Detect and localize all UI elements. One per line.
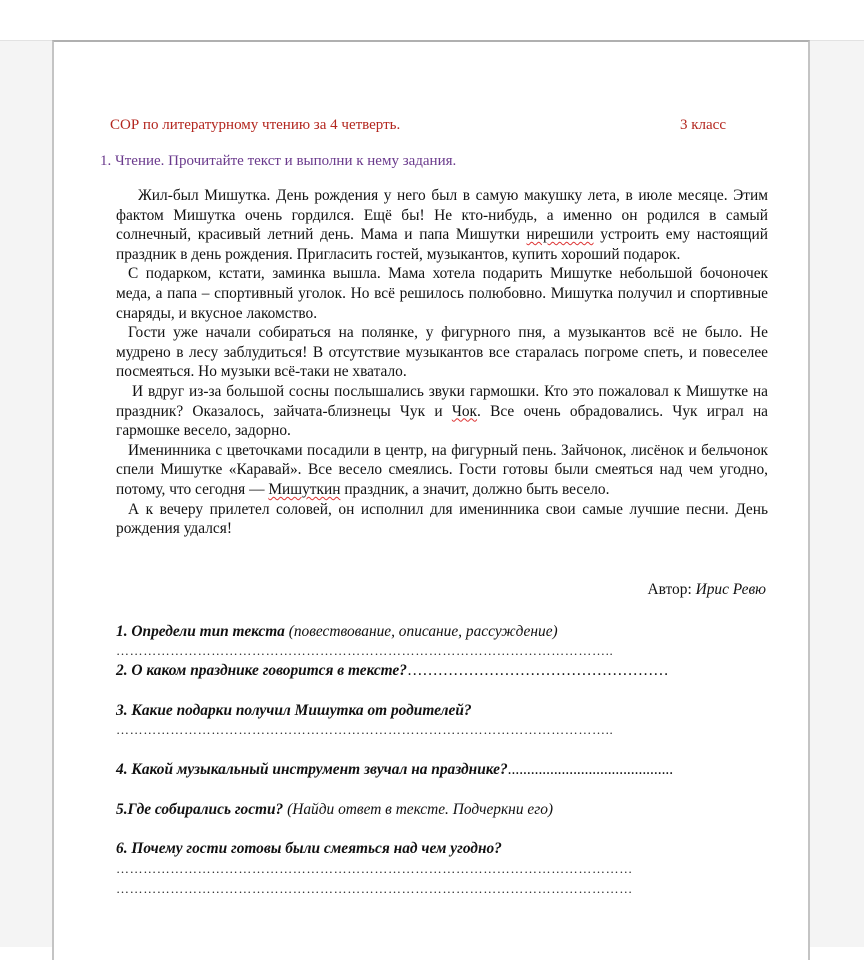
story-author	[648, 581, 766, 599]
question-number: 2.	[116, 662, 128, 679]
story-paragraph	[116, 382, 768, 441]
text-run: Жил-был Мишутка. День рождения у него был в самую макушку лета, в июле месяце. Этим фактом Мишутка очень гордился. Ещё бы! Не кто-нибудь, а именно он родился в самый солнечный, красивый летний день. Мама и папа Мишутки	[116, 187, 768, 244]
spelling-error-word[interactable]: нирешили	[526, 226, 594, 244]
header-grade: 3 класс	[680, 117, 726, 133]
question-number: 4.	[116, 761, 128, 778]
question-number: 3.	[116, 702, 128, 719]
story-paragraph	[116, 186, 768, 264]
question-text: Какой музыкальный инструмент звучал на празднике?	[131, 761, 508, 778]
author-label: Автор:	[647, 581, 692, 598]
inline-answer-line[interactable]: ……………………………………………	[406, 662, 669, 679]
answer-line[interactable]: ………………………………………………………………………………………………..	[116, 643, 614, 658]
question-text: Определи тип текста	[131, 623, 285, 640]
header-title: СОР по литературному чтению за 4 четверть.	[110, 117, 401, 133]
question-text: Какие подарки получил Мишутка от родителей?	[131, 702, 472, 719]
question-text: Где собирались гости?	[127, 801, 284, 818]
story-paragraph: А к вечеру прилетел соловей, он исполнил для именинника свои самые лучшие песни. День рождения удался!	[116, 500, 768, 538]
story-paragraph: С подарком, кстати, заминка вышла. Мама хотела подарить Мишутке небольшой бочоночек меда, а папа – спортивный уголок. Но всё решилось полюбовно. Мишутка получил и спортивные снаряды, и вкусное лакомство.	[116, 265, 768, 322]
story-paragraph	[116, 441, 768, 500]
answer-line[interactable]: ……………………………………………………………………………………………………	[116, 881, 633, 896]
question-text: Почему гости готовы были смеяться над чем угодно?	[131, 840, 502, 857]
question-5	[116, 800, 553, 819]
spelling-error-word[interactable]: Чок	[451, 402, 478, 420]
inline-answer-line[interactable]: ...........................................	[507, 761, 674, 778]
question-hint: (повествование, описание, рассуждение)	[288, 623, 558, 640]
text-run: . Все очень обрадовались. Чук играл на гармошке весело, задорно.	[116, 402, 769, 440]
text-run: устроить ему настоящий праздник в день рождения. Пригласить гостей, музыкантов, купить хороший подарок.	[116, 226, 768, 263]
question-3	[116, 701, 472, 720]
spelling-error-word[interactable]: Мишуткин	[268, 480, 341, 498]
story-text	[116, 186, 768, 539]
text-run: Именинника с цветочками посадили в центр, на фигурный пень. Зайчонок, лисёнок и бельчонок спели Мишутке «Каравай». Все весело смеялись. Гости готовы были смеяться над чем угодно, потому, что сегодня —	[116, 441, 768, 498]
reading-instruction: 1. Чтение. Прочитайте текст и выполни к нему задания.	[100, 153, 457, 169]
answer-line[interactable]: ………………………………………………………………………………………………..	[116, 722, 614, 737]
answer-line[interactable]: ……………………………………………………………………………………………………	[116, 861, 633, 876]
question-4	[116, 760, 673, 779]
document-page	[52, 40, 810, 960]
author-name: Ирис Ревю	[695, 581, 766, 598]
question-6	[116, 839, 502, 858]
document-header	[110, 116, 726, 134]
question-number: 1.	[116, 623, 128, 640]
question-2	[116, 661, 669, 680]
question-text: О каком празднике говорится в тексте?	[131, 662, 407, 679]
text-run: И вдруг из-за большой сосны послышались звуки гармошки. Кто это пожаловал к Мишутке на праздник? Оказалось, зайчата-близнецы Чук и	[116, 382, 768, 420]
text-run: праздник, а значит, должно быть весело.	[340, 480, 610, 498]
question-1	[116, 622, 558, 641]
question-hint: (Найди ответ в тексте. Подчеркни его)	[287, 801, 554, 818]
question-number: 5.	[116, 801, 128, 818]
question-number: 6.	[116, 840, 128, 857]
story-paragraph: Гости уже начали собираться на полянке, у фигурного пня, а музыкантов всё не было. Не мудрено в лесу заблудиться! В отсутствие музыкантов все старалась погроме спеть, и повеселее посмеяться. Но музыки всё-таки не хватало.	[116, 324, 768, 381]
